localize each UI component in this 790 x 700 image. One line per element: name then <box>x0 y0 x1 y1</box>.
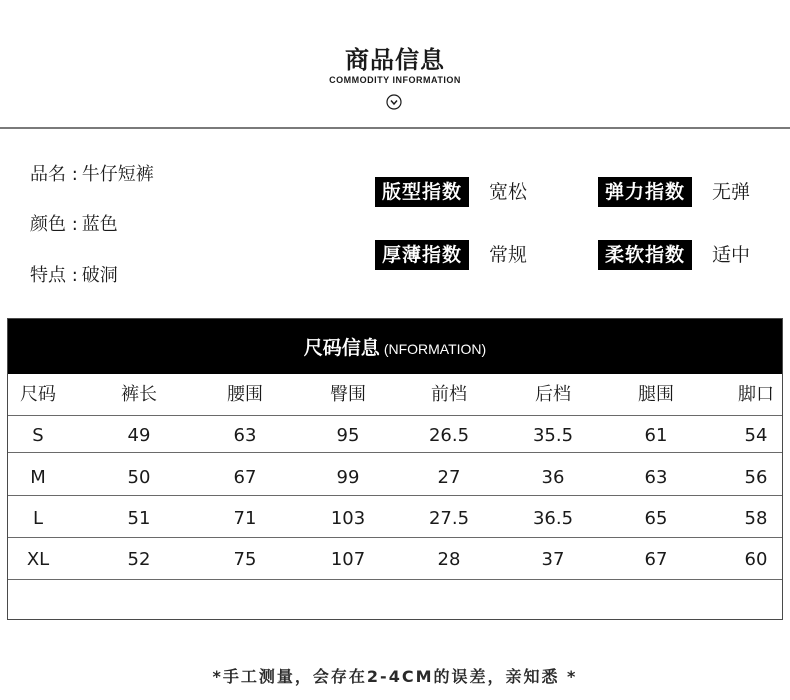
column-header: 裤长 <box>121 384 157 405</box>
table-cell: 27 <box>437 467 461 488</box>
column-header: 腿围 <box>638 384 674 405</box>
table-header-row <box>8 374 782 415</box>
table-cell: 56 <box>744 467 768 488</box>
softness-index-tag: 柔软指数 <box>598 240 692 270</box>
table-cell: 67 <box>233 467 257 488</box>
column-header: 前档 <box>431 384 467 405</box>
attribute-value: 蓝色 <box>81 214 118 235</box>
row-divider <box>8 495 782 496</box>
table-cell: 50 <box>127 467 151 488</box>
table-cell: 60 <box>744 549 768 570</box>
measurement-note: *手工测量，会存在2-4CM的误差，亲知悉 * <box>212 667 578 686</box>
column-header: 尺码 <box>20 384 56 405</box>
column-header: 脚口 <box>738 384 774 405</box>
table-cell: 58 <box>744 508 768 529</box>
table-cell: 52 <box>127 549 151 570</box>
table-cell: 49 <box>127 425 151 446</box>
attribute-feature <box>30 261 118 287</box>
stretch-index-tag: 弹力指数 <box>598 177 692 207</box>
row-divider <box>8 452 782 453</box>
column-header: 后档 <box>535 384 571 405</box>
size-table-banner <box>8 319 782 374</box>
table-row <box>8 457 782 498</box>
size-table-title: 尺码信息 <box>303 337 380 359</box>
table-row <box>8 415 782 456</box>
table-cell: XL <box>26 549 50 570</box>
softness-index-value: 适中 <box>712 244 751 266</box>
table-row <box>8 498 782 539</box>
table-row <box>8 539 782 580</box>
page-title: 商品信息 <box>345 46 445 74</box>
chevron-down-circle-icon <box>386 94 402 110</box>
table-cell: 27.5 <box>428 508 470 529</box>
row-divider <box>8 579 782 580</box>
size-table <box>7 318 783 620</box>
table-cell: 35.5 <box>532 425 574 446</box>
table-cell: 107 <box>330 549 366 570</box>
fit-index-tag: 版型指数 <box>375 177 469 207</box>
table-cell: L <box>32 508 44 529</box>
table-cell: 95 <box>336 425 360 446</box>
table-cell: 51 <box>127 508 151 529</box>
thickness-index-value: 常规 <box>489 244 528 266</box>
table-cell: 63 <box>233 425 257 446</box>
stretch-index-value: 无弹 <box>712 181 751 203</box>
attribute-label: 特点 : <box>30 265 78 286</box>
table-cell: 67 <box>644 549 668 570</box>
table-cell: S <box>32 425 44 446</box>
table-cell: 103 <box>330 508 366 529</box>
table-cell: 54 <box>744 425 768 446</box>
column-header: 臀围 <box>330 384 366 405</box>
table-cell: M <box>30 467 46 488</box>
attribute-value: 破洞 <box>81 265 118 286</box>
table-cell: 61 <box>644 425 668 446</box>
table-cell: 28 <box>437 549 461 570</box>
fit-index-value: 宽松 <box>489 181 528 203</box>
size-table-subtitle: (NFORMATION) <box>383 341 487 357</box>
table-cell: 99 <box>336 467 360 488</box>
table-cell: 65 <box>644 508 668 529</box>
header-divider <box>0 127 790 129</box>
attribute-label: 颜色 : <box>30 214 78 235</box>
attribute-product-name <box>30 160 154 186</box>
thickness-index-tag: 厚薄指数 <box>375 240 469 270</box>
table-cell: 37 <box>541 549 565 570</box>
column-header: 腰围 <box>227 384 263 405</box>
table-cell: 63 <box>644 467 668 488</box>
table-cell: 26.5 <box>428 425 470 446</box>
table-cell: 36 <box>541 467 565 488</box>
table-cell: 71 <box>233 508 257 529</box>
attribute-label: 品名 : <box>30 164 78 185</box>
row-divider <box>8 537 782 538</box>
page-subtitle: COMMODITY INFORMATION <box>329 75 461 85</box>
table-cell: 36.5 <box>532 508 574 529</box>
table-cell: 75 <box>233 549 257 570</box>
attribute-color <box>30 210 118 236</box>
attribute-value: 牛仔短裤 <box>81 164 154 185</box>
